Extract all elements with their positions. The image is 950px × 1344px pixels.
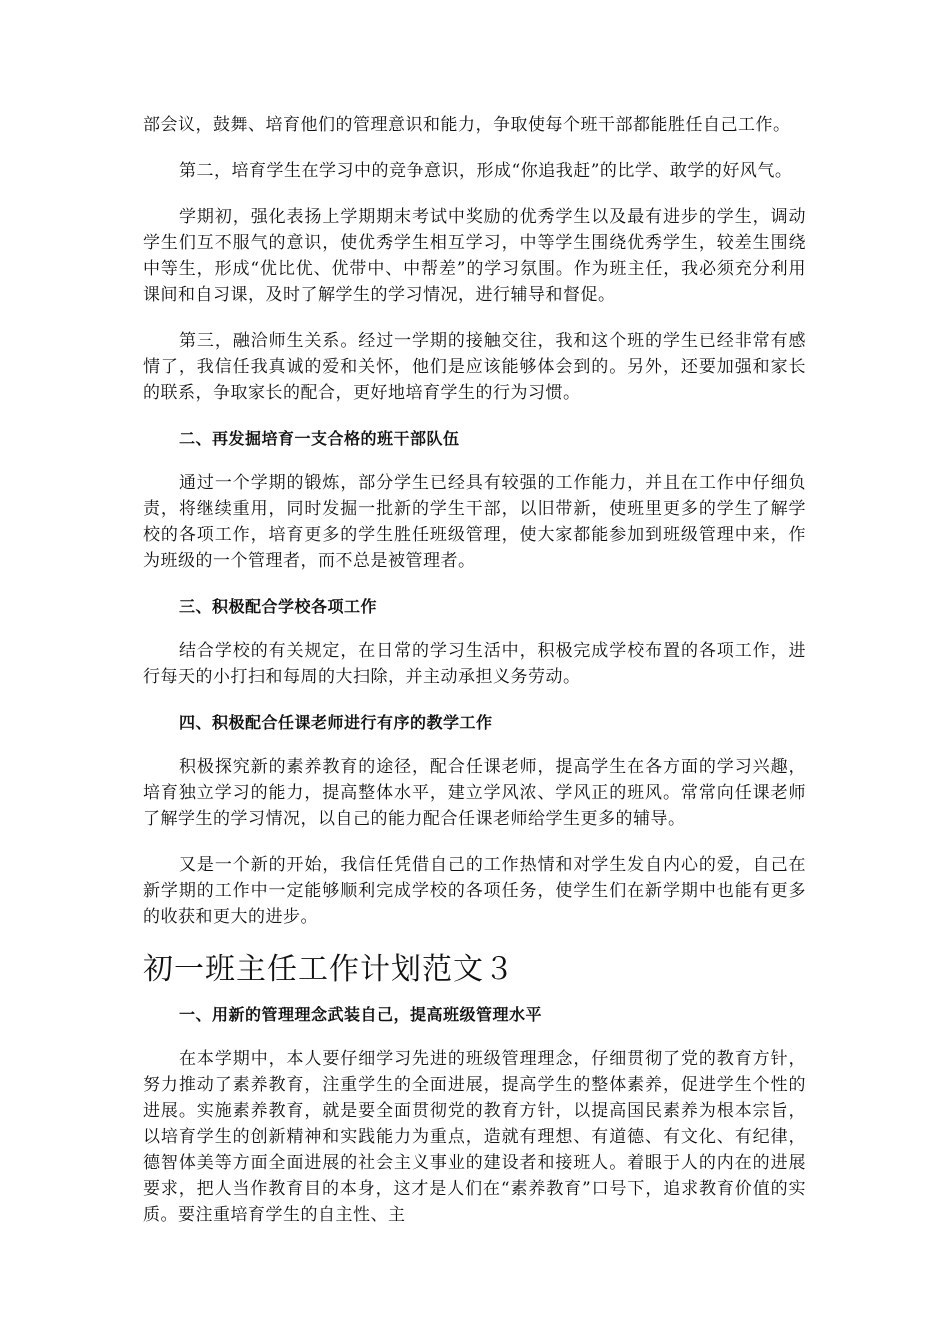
section-heading: 三、积极配合学校各项工作: [179, 597, 378, 616]
document-title: 初一班主任工作计划范文３: [143, 952, 515, 987]
section-heading: 二、再发掘培育一支合格的班干部队伍: [179, 429, 460, 448]
paragraph: 积极探究新的素养教育的途径，配合任课老师，提高学生在各方面的学习兴趣，培育独立学习的能力，提高整体水平，建立学风浓、学风正的班风。常常向任课老师了解学生的学习情况，以自己的能力配合任课老师给学生更多的辅导。: [143, 757, 806, 829]
paragraph: 又是一个新的开始，我信任凭借自己的工作热情和对学生发自内心的爱，自己在新学期的工作中一定能够顺利完成学校的各项任务，使学生们在新学期中也能有更多的收获和更大的进步。: [143, 855, 806, 927]
section-heading: 四、积极配合任课老师进行有序的教学工作: [179, 713, 493, 732]
paragraph-continued: 部会议，鼓舞、培育他们的管理意识和能力，争取使每个班干部都能胜任自己工作。: [143, 115, 791, 135]
document-page: [143, 112, 806, 1248]
paragraph: 结合学校的有关规定，在日常的学习生活中，积极完成学校布置的各项工作，进行每天的小打扫和每周的大扫除，并主动承担义务劳动。: [143, 641, 806, 687]
paragraph: 学期初，强化表扬上学期期末考试中奖励的优秀学生以及最有进步的学生，调动学生们互不服气的意识，使优秀学生相互学习，中等学生围绕优秀学生，较差生围绕中等生，形成“优比优、优带中、中帮差”的学习氛围。作为班主任，我必须充分利用课间和自习课，及时了解学生的学习情况，进行辅导和督促。: [143, 207, 806, 305]
paragraph: 第三，融洽师生关系。经过一学期的接触交往，我和这个班的学生已经非常有感情了，我信任我真诚的爱和关怀，他们是应该能够体会到的。另外，还要加强和家长的联系，争取家长的配合，更好地培育学生的行为习惯。: [143, 331, 806, 403]
paragraph: 第二，培育学生在学习中的竞争意识，形成“你追我赶”的比学、敢学的好风气。: [179, 161, 793, 181]
paragraph: 在本学期中，本人要仔细学习先进的班级管理理念，仔细贯彻了党的教育方针，努力推动了素养教育，注重学生的全面进展，提高学生的整体素养，促进学生个性的进展。实施素养教育，就是要全面贯彻党的教育方针，以提高国民素养为根本宗旨，以培育学生的创新精神和实践能力为重点，造就有理想、有道德、有文化、有纪律，德智体美等方面全面进展的社会主义事业的建设者和接班人。着眼于人的内在的进展要求，把人当作教育目的本身，这才是人们在“素养教育”口号下，追求教育价值的实质。要注重培育学生的自主性、主: [143, 1049, 806, 1225]
paragraph: 通过一个学期的锻炼，部分学生已经具有较强的工作能力，并且在工作中仔细负责，将继续重用，同时发掘一批新的学生干部，以旧带新，使班里更多的学生了解学校的各项工作，培育更多的学生胜任班级管理，使大家都能参加到班级管理中来，作为班级的一个管理者，而不总是被管理者。: [143, 473, 806, 571]
section-heading: 一、用新的管理理念武装自己，提高班级管理水平: [179, 1005, 543, 1024]
